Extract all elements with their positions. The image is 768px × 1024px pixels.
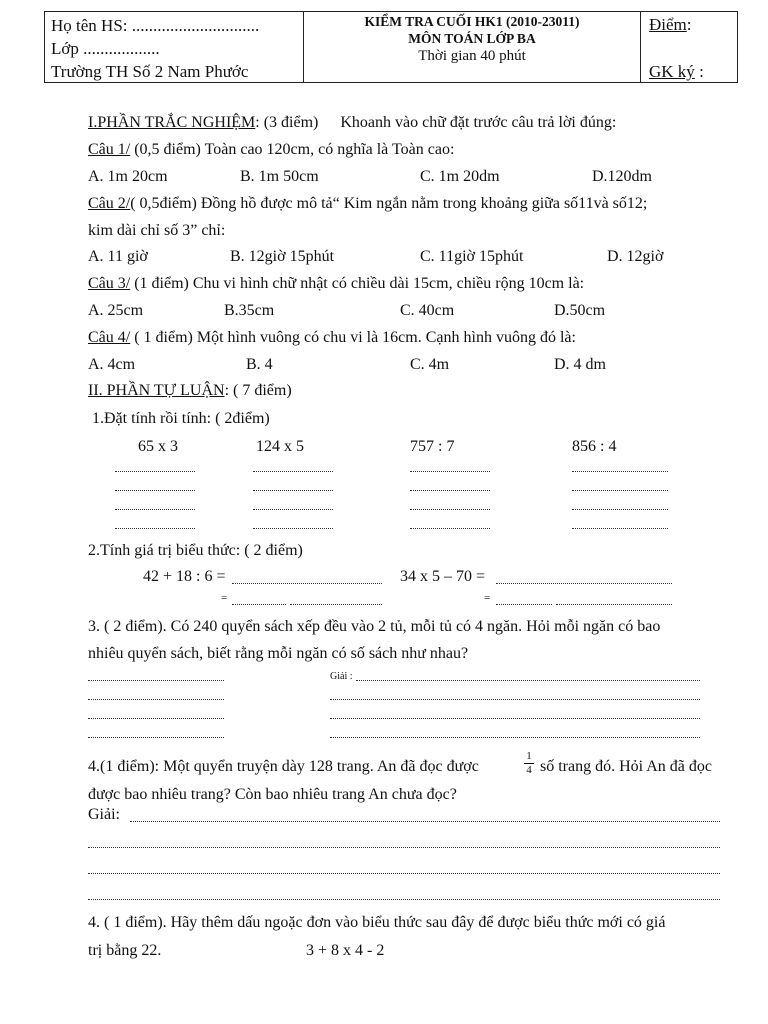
q1-option-b[interactable]: B. 1m 50cm bbox=[240, 168, 319, 185]
exam-subject: MÔN TOÁN LỚP BA bbox=[408, 31, 536, 46]
student-info-cell bbox=[45, 12, 304, 82]
q4-option-b[interactable]: B. 4 bbox=[246, 356, 273, 373]
question-1: Câu 1/ (0,5 điểm) Toàn cao 120cm, có nghĩa là Toàn cao: bbox=[88, 141, 455, 158]
q2-option-c[interactable]: C. 11giờ 15phút bbox=[420, 248, 524, 265]
part2-q3-line2: nhiêu quyển sách, biết rằng mỗi ngăn có số sách như nhau? bbox=[88, 645, 469, 662]
question-2-line2: kim dài chỉ số 3” chỉ: bbox=[88, 222, 226, 239]
score-cell bbox=[641, 12, 739, 82]
part2-q2-text: 2.Tính giá trị biểu thức: ( 2 điểm) bbox=[88, 542, 303, 559]
question-2: Câu 2/( 0,5điểm) Đồng hồ được mô tả“ Kim ngắn nằm trong khoảng giữa số11và số12; bbox=[88, 195, 648, 212]
part2-q3-line1: 3. ( 2 điểm). Có 240 quyển sách xếp đều vào 2 tủ, mỗi tủ có 4 ngăn. Hỏi mỗi ngăn có bao bbox=[88, 618, 661, 635]
part2-q4-line1b: số trang đó. Hỏi An đã đọc bbox=[540, 758, 712, 775]
expression-1-equals: = bbox=[221, 592, 228, 604]
exam-title: KIỂM TRA CUỐI HK1 (2010-23011) bbox=[364, 14, 580, 29]
expression-2-equals: = bbox=[484, 592, 491, 604]
fraction-one-quarter: 1 4 bbox=[524, 751, 534, 776]
q4-solution-label: Giải: bbox=[88, 806, 120, 823]
part2-q4-line1a: 4.(1 điểm): Một quyển truyện dày 128 trang. An đã đọc được bbox=[88, 758, 479, 775]
class-field[interactable]: Lớp .................. bbox=[51, 39, 160, 58]
q1-option-d[interactable]: D.120dm bbox=[592, 168, 652, 185]
expression-1: 42 + 18 : 6 = bbox=[143, 568, 226, 585]
student-name-field[interactable]: Họ tên HS: .............................. bbox=[51, 16, 260, 35]
part2-q5-expression: 3 + 8 x 4 - 2 bbox=[306, 942, 385, 959]
expression-1-answer[interactable] bbox=[232, 583, 382, 584]
question-4: Câu 4/ ( 1 điểm) Một hình vuông có chu vi là 16cm. Cạnh hình vuông đó là: bbox=[88, 329, 576, 346]
expression-2-step-a[interactable] bbox=[496, 604, 552, 605]
q3-option-c[interactable]: C. 40cm bbox=[400, 302, 455, 319]
q3-option-d[interactable]: D.50cm bbox=[554, 302, 606, 319]
part1-heading: I.PHẦN TRẮC NGHIỆM: (3 điểm) Khoanh vào chữ đặt trước câu trả lời đúng: bbox=[88, 114, 617, 131]
q3-option-a[interactable]: A. 25cm bbox=[88, 302, 144, 319]
expression-1-step-a[interactable] bbox=[232, 604, 286, 605]
question-3: Câu 3/ (1 điểm) Chu vi hình chữ nhật có chiều dài 15cm, chiều rộng 10cm là: bbox=[88, 275, 585, 292]
expression-2-answer[interactable] bbox=[496, 583, 672, 584]
q2-option-b[interactable]: B. 12giờ 15phút bbox=[230, 248, 335, 265]
q4-option-c[interactable]: C. 4m bbox=[410, 356, 450, 373]
q3-solution-label: Giải : bbox=[330, 671, 353, 682]
part2-q1-text: 1.Đặt tính rồi tính: ( 2điểm) bbox=[92, 410, 270, 427]
exam-info-cell bbox=[304, 12, 641, 82]
part2-heading: II. PHẦN TỰ LUẬN: ( 7 điểm) bbox=[88, 382, 292, 399]
q2-option-d[interactable]: D. 12giờ bbox=[607, 248, 664, 265]
q1-option-c[interactable]: C. 1m 20dm bbox=[420, 168, 500, 185]
school-name: Trường TH Số 2 Nam Phước bbox=[51, 62, 249, 81]
score-label: Điểm: bbox=[649, 15, 692, 34]
operation-2: 124 x 5 bbox=[256, 438, 304, 455]
part2-q5-line2: trị bằng 22. bbox=[88, 942, 162, 959]
operation-3: 757 : 7 bbox=[410, 438, 455, 455]
operation-1: 65 x 3 bbox=[138, 438, 178, 455]
operation-4: 856 : 4 bbox=[572, 438, 617, 455]
signature-label: GK ký : bbox=[649, 62, 704, 81]
q1-option-a[interactable]: A. 1m 20cm bbox=[88, 168, 168, 185]
expression-1-step-b[interactable] bbox=[290, 604, 382, 605]
part2-q5-line1: 4. ( 1 điểm). Hãy thêm dấu ngoặc đơn vào biểu thức sau đây để được biểu thức mới có giá bbox=[88, 914, 666, 931]
q4-option-a[interactable]: A. 4cm bbox=[88, 356, 136, 373]
part2-q4-line2: được bao nhiêu trang? Còn bao nhiêu trang An chưa đọc? bbox=[88, 786, 457, 803]
header-table bbox=[44, 11, 738, 83]
expression-2: 34 x 5 – 70 = bbox=[400, 568, 486, 585]
q3-option-b[interactable]: B.35cm bbox=[224, 302, 275, 319]
q4-option-d[interactable]: D. 4 dm bbox=[554, 356, 606, 373]
q2-option-a[interactable]: A. 11 giờ bbox=[88, 248, 148, 265]
exam-duration: Thời gian 40 phút bbox=[418, 48, 526, 64]
expression-2-step-b[interactable] bbox=[556, 604, 672, 605]
